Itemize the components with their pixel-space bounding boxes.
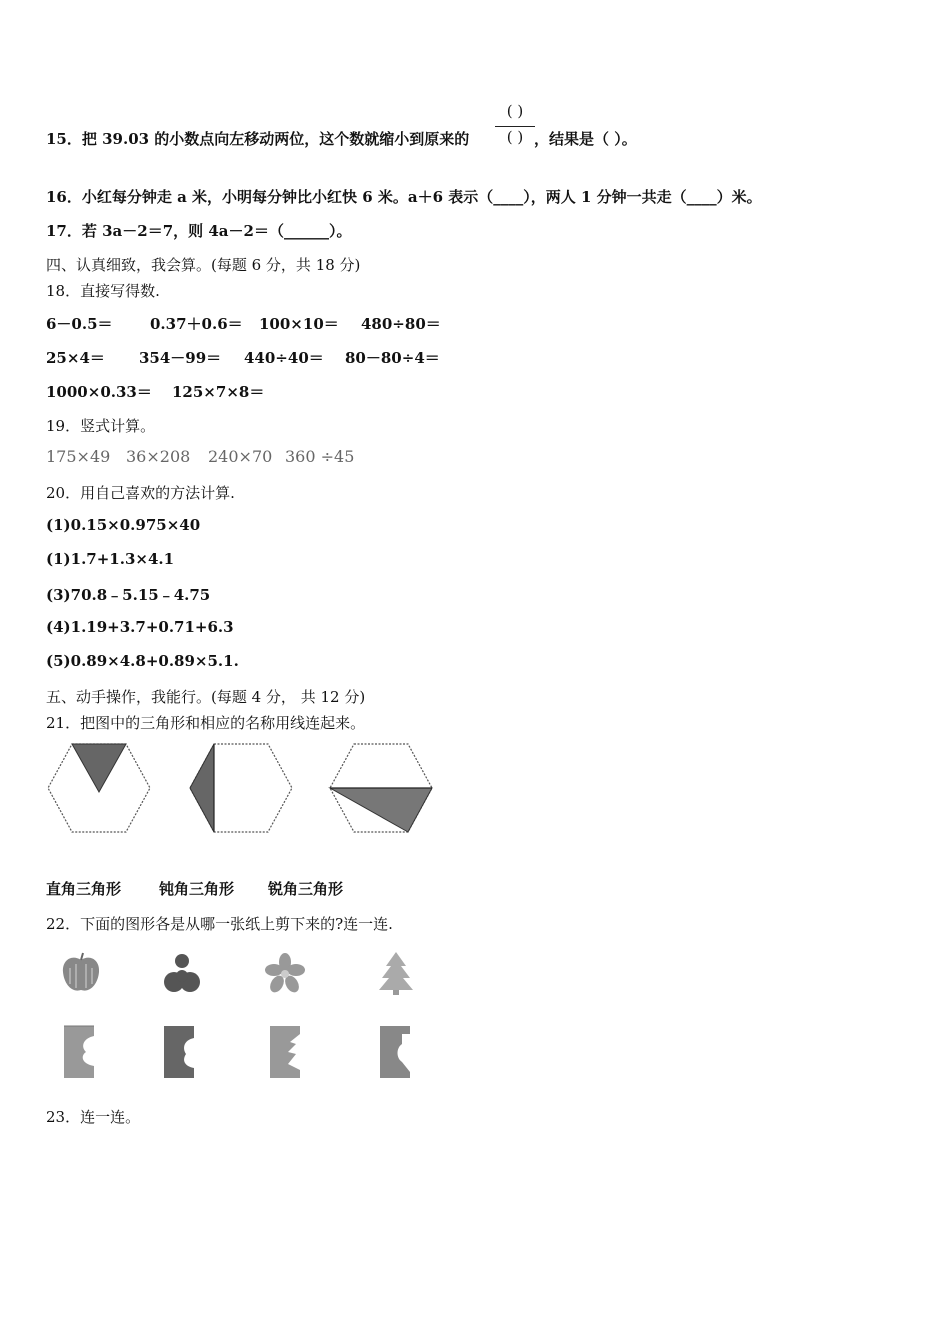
q18-item: 480÷80＝ xyxy=(361,315,441,333)
question-21-title: 21．把图中的三角形和相应的名称用线连起来。 xyxy=(46,714,366,732)
q15-prefix: 15．把 39.03 的小数点向左移动两位，这个数就缩小到原来的 xyxy=(46,130,470,148)
paper-sheet-3-icon xyxy=(266,1024,306,1080)
q20-item-5: (5)0.89×4.8+0.89×5.1. xyxy=(46,652,239,670)
q19-item: 360 ÷45 xyxy=(285,447,355,466)
q15-suffix: ，结果是（ ）。 xyxy=(534,130,637,148)
name-acute-triangle: 锐角三角形 xyxy=(268,880,344,898)
q19-item: 36×208 xyxy=(126,447,191,466)
question-19-title: 19．竖式计算。 xyxy=(46,417,156,435)
gourd-icon xyxy=(162,950,202,996)
section-4-heading: 四、认真细致，我会算。(每题 6 分，共 18 分) xyxy=(46,256,361,274)
question-17: 17．若 3a－2＝7，则 4a－2＝（______）。 xyxy=(46,222,352,240)
question-16: 16．小红每分钟走 a 米，小明每分钟比小红快 6 米。a＋6 表示（____），两人 1 分钟一共走（____）米。 xyxy=(46,188,762,206)
q18-item: 1000×0.33＝ xyxy=(46,383,152,401)
q18-item: 354－99＝ xyxy=(139,349,222,367)
q19-item: 240×70 xyxy=(208,447,273,466)
name-obtuse-triangle: 钝角三角形 xyxy=(159,880,235,898)
q18-item: 25×4＝ xyxy=(46,349,105,367)
q20-item-1: (1)0.15×0.975×40 xyxy=(46,516,201,534)
question-20-title: 20．用自己喜欢的方法计算. xyxy=(46,484,235,502)
q18-item: 440÷40＝ xyxy=(244,349,324,367)
q15-fraction-bar xyxy=(495,126,535,127)
q19-items xyxy=(46,447,354,466)
q19-item: 175×49 xyxy=(46,447,111,466)
question-18-title: 18．直接写得数. xyxy=(46,282,160,300)
q20-item-3: (3)70.8﹣5.15﹣4.75 xyxy=(46,586,211,604)
question-15 xyxy=(46,128,469,149)
q15-fraction-denominator: ( ) xyxy=(506,128,524,146)
name-right-triangle: 直角三角形 xyxy=(46,880,122,898)
q18-row-1 xyxy=(46,313,441,334)
q15-fraction-numerator: ( ) xyxy=(506,102,524,120)
flower-icon xyxy=(264,952,306,994)
paper-sheet-2-icon xyxy=(160,1024,200,1080)
q20-item-4: (4)1.19+3.7+0.71+6.3 xyxy=(46,618,234,636)
q18-item: 0.37＋0.6＝ xyxy=(150,315,243,333)
q18-item: 80－80÷4＝ xyxy=(345,349,440,367)
hexagon-figure-2 xyxy=(186,740,296,836)
q18-item: 125×7×8＝ xyxy=(172,383,265,401)
paper-sheet-4-icon xyxy=(376,1024,416,1080)
paper-sheet-1-icon xyxy=(60,1024,100,1080)
q18-row-3 xyxy=(46,381,264,402)
q18-item: 100×10＝ xyxy=(259,315,339,333)
tree-icon xyxy=(376,950,416,996)
section-5-heading: 五、动手操作，我能行。(每题 4 分， 共 12 分) xyxy=(46,688,366,706)
q18-row-2 xyxy=(46,347,440,368)
hexagon-figure-3 xyxy=(326,740,436,836)
q18-item: 6－0.5＝ xyxy=(46,315,113,333)
q20-item-2: (1)1.7+1.3×4.1 xyxy=(46,550,175,568)
question-22-title: 22．下面的图形各是从哪一张纸上剪下来的?连一连. xyxy=(46,915,393,933)
q21-names xyxy=(46,878,343,899)
hexagon-figure-1 xyxy=(44,740,154,836)
question-23-title: 23．连一连。 xyxy=(46,1108,141,1126)
apple-icon xyxy=(58,950,104,996)
